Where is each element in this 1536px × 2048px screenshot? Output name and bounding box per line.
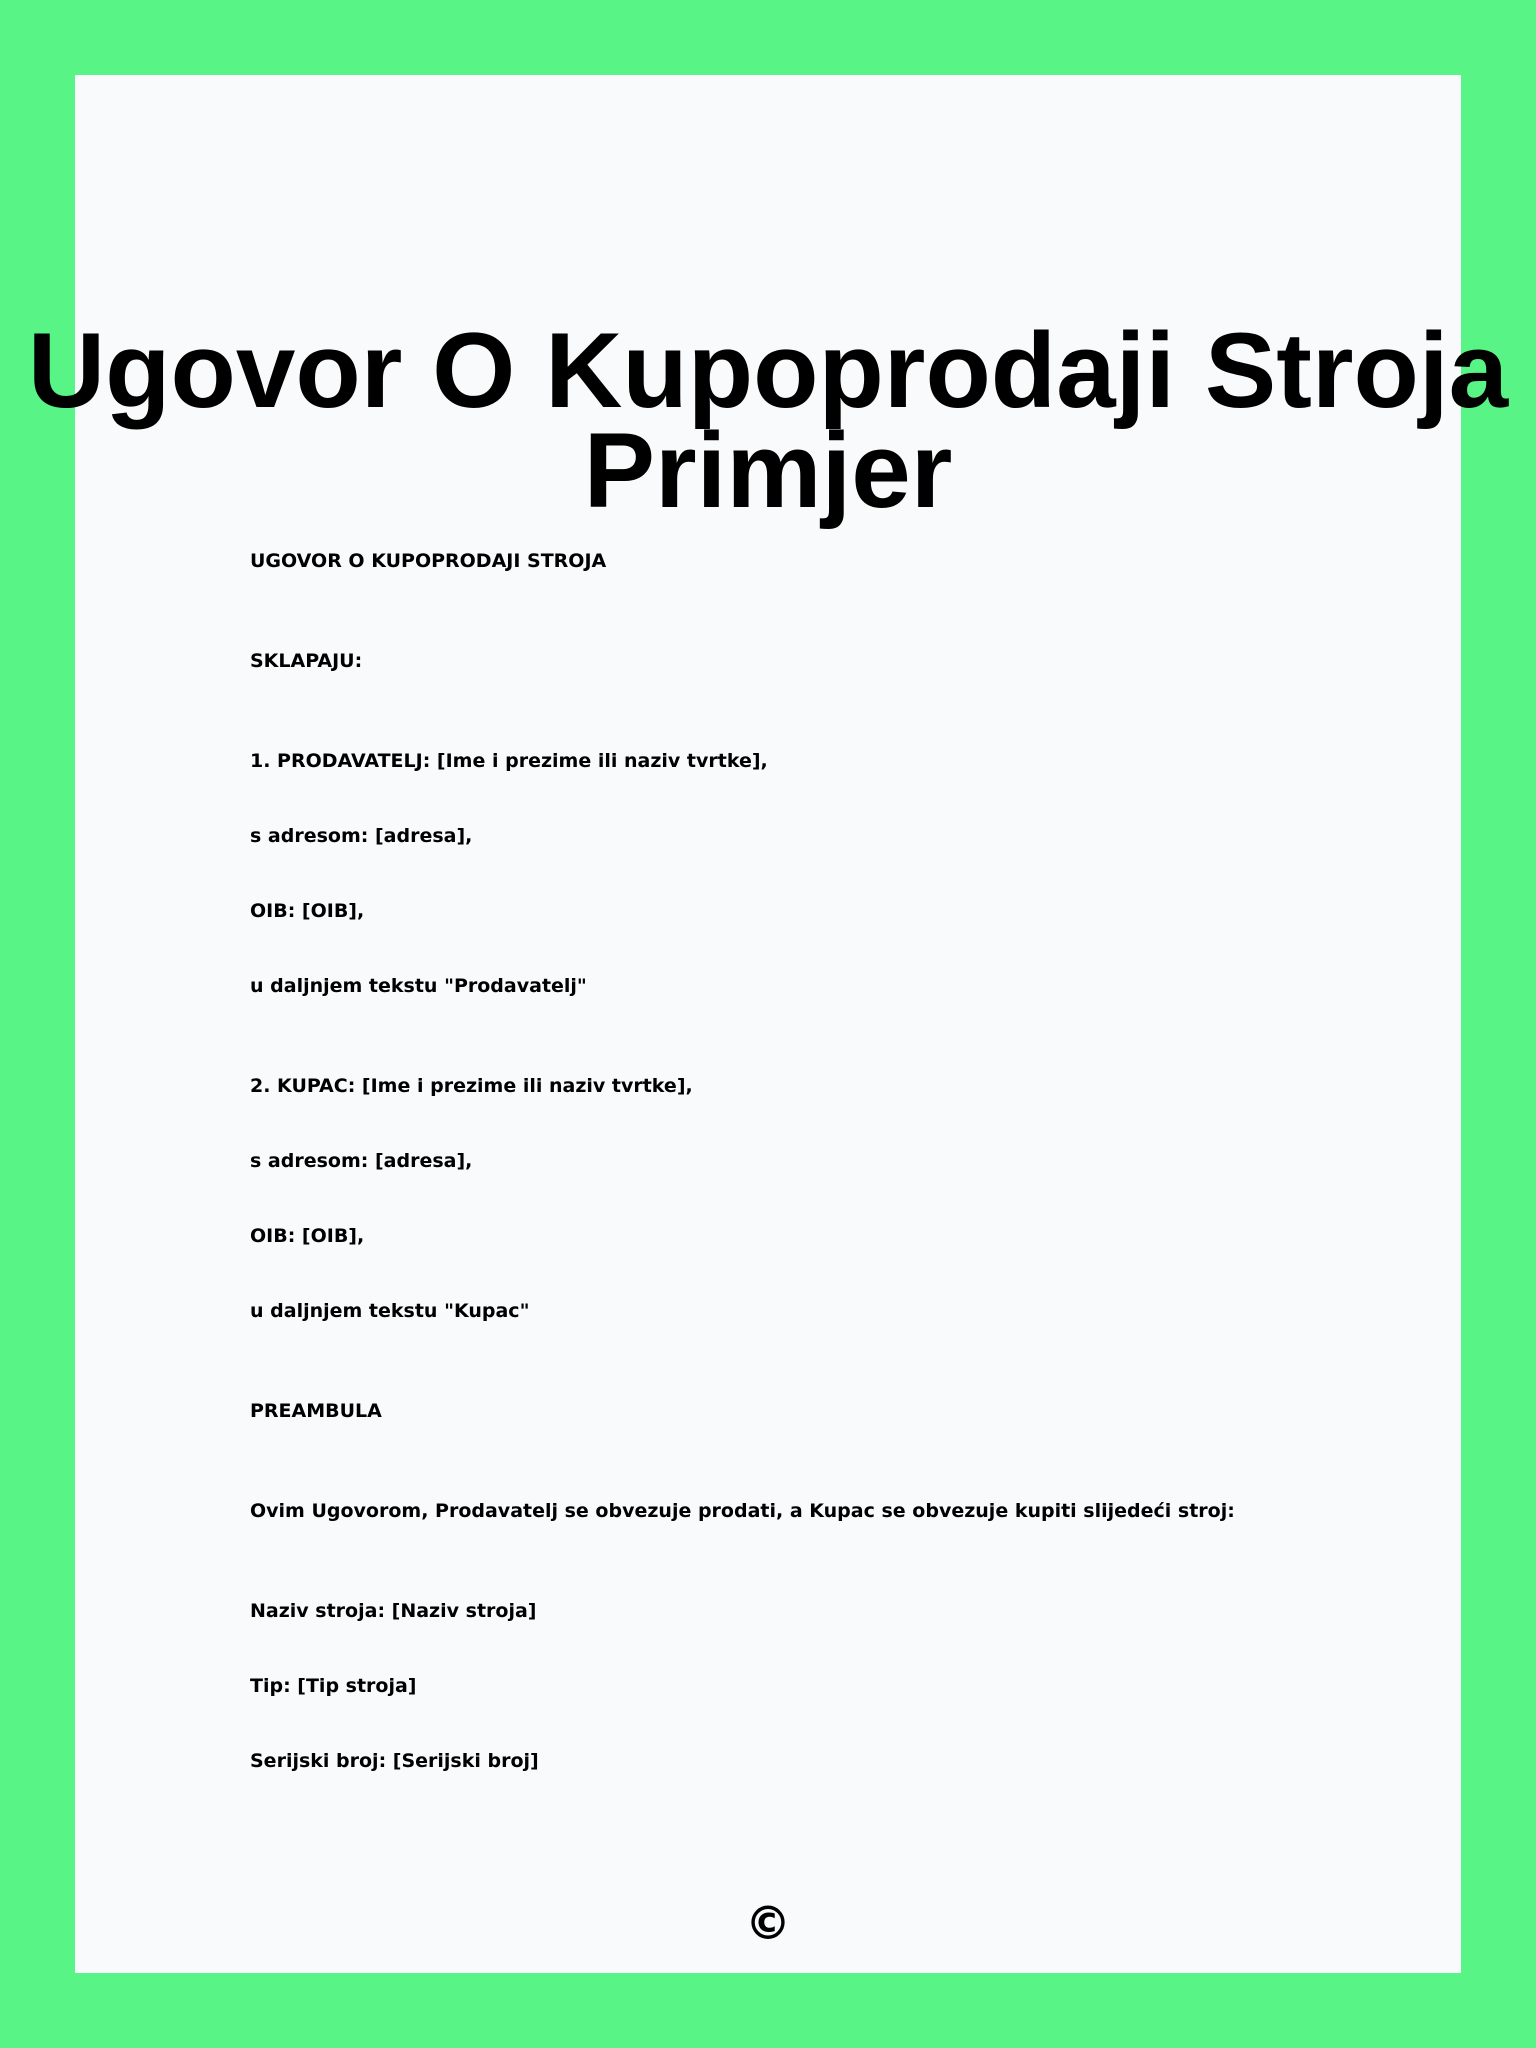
- buyer-alias-line: u daljnjem tekstu "Kupac": [250, 1300, 530, 1322]
- machine-name-line: Naziv stroja: [Naziv stroja]: [250, 1600, 537, 1622]
- preamble-text: Ovim Ugovorom, Prodavatelj se obvezuje prodati, a Kupac se obvezuje kupiti slijedeći stroj:: [250, 1500, 1235, 1522]
- buyer-address-line: s adresom: [adresa],: [250, 1150, 473, 1172]
- preamble-heading: PREAMBULA: [250, 1400, 382, 1422]
- contract-heading: UGOVOR O KUPOPRODAJI STROJA: [250, 550, 607, 572]
- buyer-oib-line: OIB: [OIB],: [250, 1225, 365, 1247]
- seller-alias-line: u daljnjem tekstu "Prodavatelj": [250, 975, 587, 997]
- machine-type-line: Tip: [Tip stroja]: [250, 1675, 417, 1697]
- buyer-name-line: 2. KUPAC: [Ime i prezime ili naziv tvrtke],: [250, 1075, 693, 1097]
- machine-serial-line: Serijski broj: [Serijski broj]: [250, 1750, 539, 1772]
- document-page: [27, 75, 1509, 1973]
- page-title: Ugovor O Kupoprodaji Stroja Primjer: [27, 310, 1509, 530]
- seller-oib-line: OIB: [OIB],: [250, 900, 365, 922]
- seller-address-line: s adresom: [adresa],: [250, 825, 473, 847]
- copyright-icon: ©: [745, 1896, 791, 1950]
- parties-heading: SKLAPAJU:: [250, 650, 363, 672]
- seller-name-line: 1. PRODAVATELJ: [Ime i prezime ili naziv tvrtke],: [250, 750, 768, 772]
